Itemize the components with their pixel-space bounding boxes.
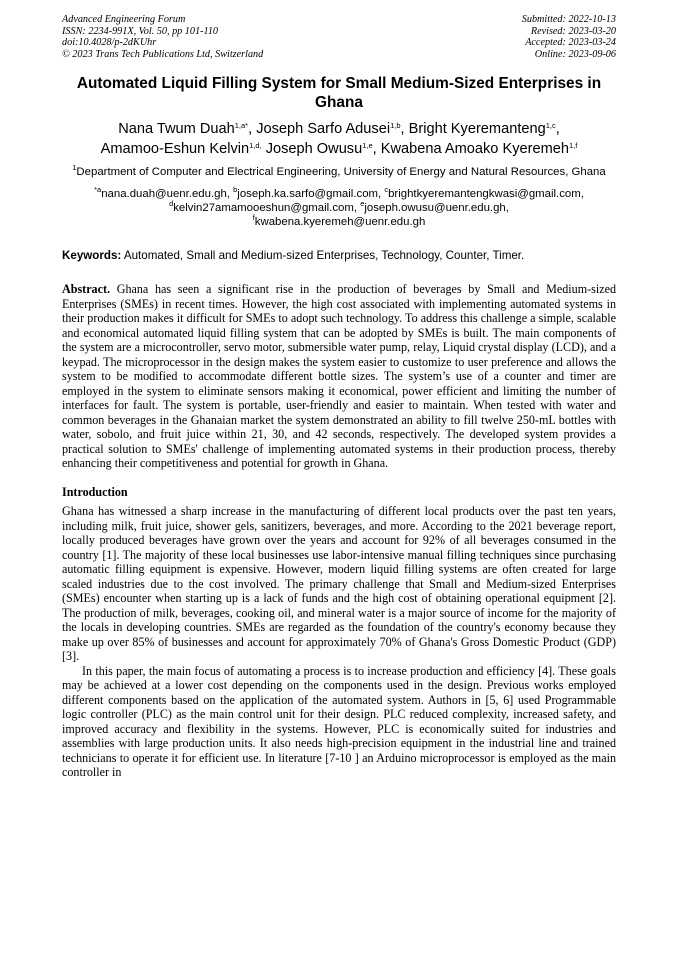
author: Nana Twum Duah$^{1,a*}$,: [118, 121, 257, 138]
paper-page: [62, 14, 616, 780]
author: Amamoo-Eshun Kelvin$^{1,d,}$: [100, 140, 262, 157]
keywords-text: Automated, Small and Medium-sized Enterprises, Technology, Counter, Timer.: [121, 249, 525, 263]
date-online: Online: 2023-09-06: [534, 48, 616, 60]
journal-issn: ISSN: 2234-991X, Vol. 50, pp 101-110: [62, 25, 219, 37]
introduction-paragraph: Ghana has witnessed a sharp increase in the manufacturing of different local products over the past ten years, including milk, fruit juice, shower gels, sanitizers, beverages, and more. According to the 2021 beverage report, locally produced beverages have grown over the years and account for 92% of all beverages consumed in the country [1]. The majority of these local businesses use labor-intensive manual filling techniques since purchasing automatic filling equipment is expensive. However, modern liquid filling systems are often created for large scaled industries due to the cost involved. The primary challenge that Small and Medium-sized Enterprises (SMEs) encounter when starting up is a lack of funds and the high cost of obtaining operational equipment [2]. The production of milk, beverages, cooking oil, and mineral water is a major source of income for the majority of the locals in developing countries. SMEs are regarded as the foundation of the country's economy because they make up over 85% of businesses and account for approximately 70% of Ghana's Gross Domestic Product (GDP) [3].: [62, 504, 616, 664]
journal-copyright: © 2023 Trans Tech Publications Ltd, Switzerland: [62, 48, 264, 60]
journal-info: [62, 14, 263, 60]
author: Bright Kyeremanteng$^{1,c}$,: [408, 121, 560, 138]
introduction-paragraph: In this paper, the main focus of automating a process is to increase production and efficiency [4]. These goals may be achieved at a lower cost depending on the components used in the design. Previous works employed different components based on the application of the automated system. Authors in [5, 6] used Programmable logic controller (PLC) as the main control unit for their design. PLC reduced complexity, increased safety, and improved accuracy and flexibility in the systems. However, PLC is economically suited for industries and assemblies with large production units. It also needs high-precision equipment in the industrial line and trained technicians to operate it for efficient use. In literature [7-10 ] an Arduino microprocessor is employed as the main controller in: [62, 663, 616, 780]
author: Joseph Sarfo Adusei$^{1,b}$,: [256, 121, 409, 138]
author-list: [62, 120, 616, 159]
date-revised: Revised: 2023-03-20: [530, 25, 616, 37]
paper-title: Automated Liquid Filling System for Small Medium-Sized Enterprises in Ghana: [76, 75, 602, 112]
email: $^{*a}$nana.duah@uenr.edu.gh,: [94, 185, 234, 201]
date-submitted: Submitted: 2022-10-13: [521, 14, 616, 25]
affiliation: $^1$Department of Computer and Electrical Engineering, University of Energy and Natural Resources, Ghana: [72, 163, 606, 179]
email: $^b$joseph.ka.sarfo@gmail.com,: [233, 185, 385, 201]
paper-dates: [522, 14, 616, 60]
journal-header: [62, 14, 616, 60]
keywords-label: Keywords:: [62, 249, 122, 263]
journal-name: Advanced Engineering Forum: [62, 14, 186, 25]
journal-doi: doi:10.4028/p-2dKUhr: [62, 37, 157, 49]
abstract: [62, 282, 616, 471]
author: Joseph Owusu$^{1,e}$,: [265, 140, 381, 157]
email: $^d$kelvin27amamooeshun@gmail.com,: [169, 199, 361, 215]
abstract-label: Abstract.: [62, 282, 111, 297]
email: $^e$joseph.owusu@uenr.edu.gh,: [360, 199, 509, 215]
abstract-text: Ghana has seen a significant rise in the production of beverages by Small and Medium-sized Enterprises (SMEs) in recent times. However, the high cost associated with implementing automated systems in their production makes it difficult for SMEs to adopt such technology. To address this challenge a simple, scalable and economical automated liquid filling system that can be adopted by SMEs is built. The main components of the system are a microcontroller, servo motor, submersible water pump, relay, Liquid crystal display (LCD), and a keypad. The microprocessor in the design makes the system easier to customize to user preference and allows the system to be modified to accommodate different bottle sizes. The system’s use of a counter and timer are employed in the system to eliminate sensors making it economical, power efficient and limiting the number of interfaces for fault. The system is portable, user-friendly and easier to maintain. When tested with water and common beverages in the Ghanaian market the system demonstrated an ability to fill twelve 250-mL bottles with water, sobolo, and fruit juice within 21, 30, and 42 seconds, respectively. The developed system provides a practical solution to SMEs' challenge of implementing automated systems in their production process, thereby enhancing their competitiveness and potential for growth in Ghana.: [62, 282, 616, 471]
date-accepted: Accepted: 2023-03-24: [525, 37, 616, 49]
email: $^f$kwabena.kyeremeh@uenr.edu.gh: [252, 213, 426, 229]
email: $^c$brightkyeremantengkwasi@gmail.com,: [384, 185, 584, 201]
author: Kwabena Amoako Kyeremeh$^{1,f}$: [380, 140, 578, 157]
introduction-heading: Introduction: [62, 484, 128, 499]
author-emails: [62, 187, 616, 229]
keywords: [62, 249, 616, 263]
